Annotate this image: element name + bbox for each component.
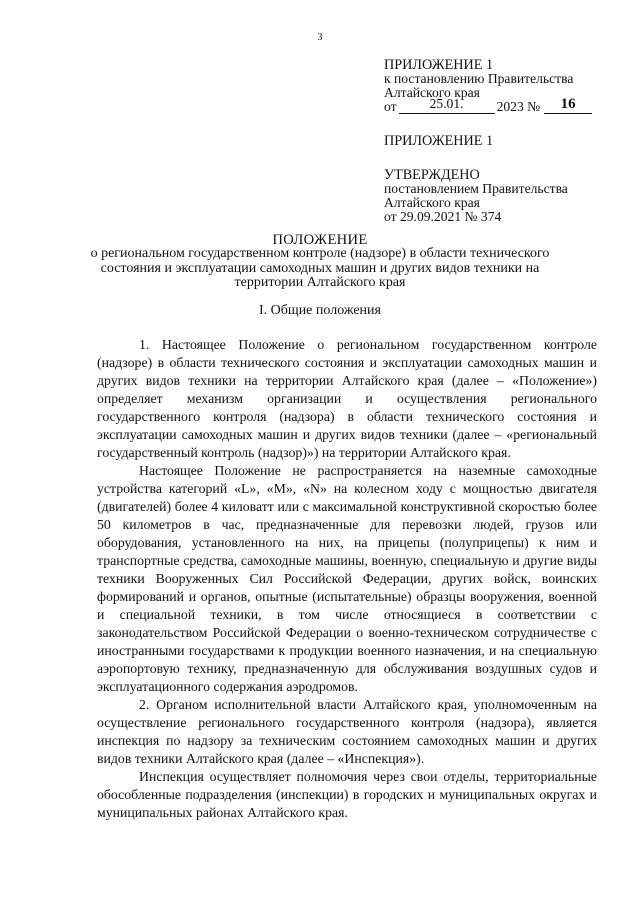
- paragraph: 2. Органом исполнительной власти Алтайского края, уполномоченным на осуществление регионального государственного контроля (надзора), является инспекция по надзору за техническим состоянием самоходных машин и других видов техники Алтайского края (далее – «Инспекция»).: [97, 697, 597, 766]
- appendix-date-line: [384, 96, 624, 114]
- approved-label: УТВЕРЖДЕНО: [384, 167, 480, 183]
- document-title: [0, 233, 640, 291]
- paragraph: 1. Настоящее Положение о региональном государственном контроле (надзоре) в области технического состояния и эксплуатации самоходных машин и других видов техники на территории Алтайского края (далее – «Положение») определяет механизм организации и осуществления регионального государственного контроля (надзора) в области технического состояния и эксплуатации самоходных машин и других видов техники (далее – «региональный государственный контроль (надзор)») на территории Алтайского края.: [97, 337, 597, 460]
- date-field: [399, 96, 495, 114]
- handwritten-number: 16: [560, 96, 576, 112]
- from-label: от: [384, 99, 397, 114]
- title-heading: ПОЛОЖЕНИЕ: [272, 232, 368, 248]
- page-number: 3: [317, 32, 323, 43]
- title-line-3: территории Алтайского края: [234, 275, 406, 291]
- title-line-1: о региональном государственном контроле (надзоре) в области технического: [90, 246, 550, 262]
- appendix-decree-line: к постановлению Правительства: [384, 71, 574, 86]
- paragraph: Настоящее Положение не распространяется на наземные самоходные устройства категорий «L», «M», «N» на колесном ходу с мощностью двигателя (двигателей) более 4 киловатт или с максимальной конструктивной скоростью более 50 километров в час, предназначенные для перевозки людей, грузов или оборудования, установленного на них, на прицепы (полуприцепы) к ним и транспортные средства, самоходные машины, военную, специальную и другие виды техники Вооруженных Сил Российской Федерации, других войск, воинских формирований и органов, опытные (испытательные) образцы вооружения, военной и специальной техники, в том числе относящиеся в соответствии с законодательством Российской Федерации о военно-техническом сотрудничестве с иностранными государствами к продукции военного назначения, и на специальную аэропортовую технику, предназначенную для обслуживания воздушных судов и эксплуатационного содержания аэродромов.: [97, 463, 597, 694]
- appendix-block: [384, 58, 624, 224]
- year-label: 2023 №: [496, 99, 541, 114]
- approved-line-2: Алтайского края: [384, 195, 480, 210]
- body-text: [97, 336, 597, 822]
- section-title: I. Общие положения: [259, 303, 381, 318]
- number-field: [544, 96, 592, 114]
- approved-line-3: от 29.09.2021 № 374: [384, 209, 502, 224]
- appendix-region-line: Алтайского края: [384, 85, 480, 100]
- handwritten-date: 25.01.: [429, 96, 464, 111]
- appendix2-heading: ПРИЛОЖЕНИЕ 1: [384, 133, 494, 149]
- approved-line-1: постановлением Правительства: [384, 181, 568, 196]
- paragraph: Инспекция осуществляет полномочия через свои отделы, территориальные обособленные подразделения (инспекции) в городских и муниципальных округах и муниципальных районах Алтайского края.: [97, 769, 597, 820]
- appendix-heading: ПРИЛОЖЕНИЕ 1: [384, 57, 494, 73]
- title-line-2: состояния и эксплуатации самоходных машин и других видов техники на: [100, 260, 540, 276]
